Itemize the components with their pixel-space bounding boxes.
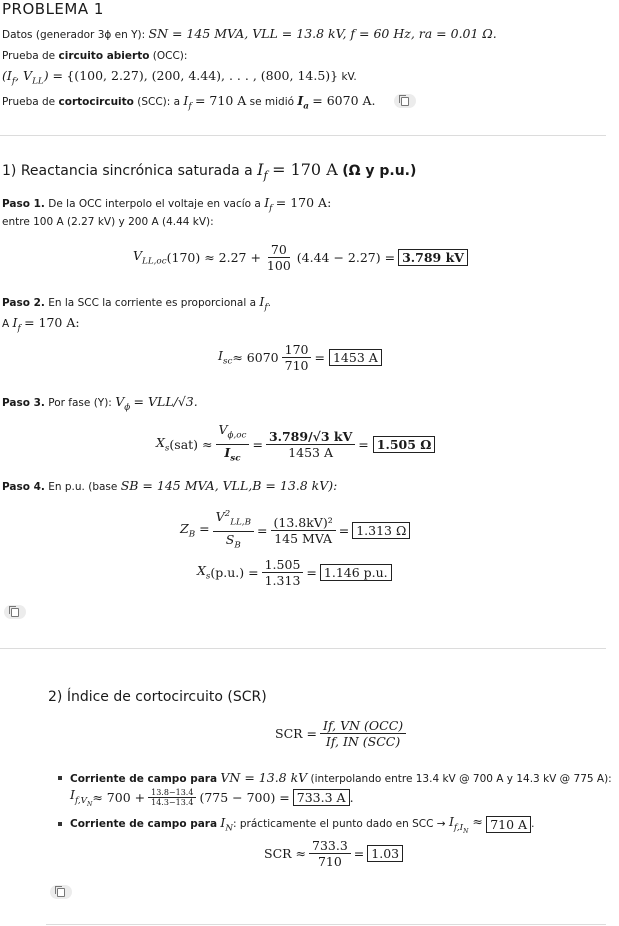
section1-heading	[2, 160, 416, 182]
equation-3: $X_s$ (sat) ≈ $\frac{V_{\phi,oc}}{I_{sc}}$ = $\frac{3.789/√3 kV}{1453 A}$ = 1.505 Ω	[156, 422, 435, 466]
paso4-math: SB = 145 MVA, VLL,B = 13.8 kV):	[120, 478, 338, 493]
scc-mid: (SCC): a	[137, 96, 181, 108]
paso1-if: $I_f$	[264, 195, 273, 214]
occ-data-line	[2, 68, 357, 87]
scr-num: If, VN (OCC)	[320, 718, 406, 734]
bullet1-eq-mid: (775 − 700) =	[199, 789, 290, 805]
eq2-fraction	[282, 342, 312, 373]
eq1-num: 70	[268, 242, 290, 258]
eq4-num1: $V^2_{LL,B}$	[213, 507, 254, 532]
paso2-line2-pre: A	[2, 318, 10, 330]
eq4-symbol: $Z_B$ =	[180, 520, 210, 540]
datos-line	[2, 26, 497, 41]
bullet1-bold: Corriente de campo para	[70, 773, 218, 785]
equation-1	[133, 242, 468, 273]
copy-icon[interactable]	[50, 885, 72, 899]
equation-4: $Z_B$ = $\frac{V^2_{LL,B}}{S_B}$ = $\frac{\text{(13.8kV)²}}{\text{145 MVA}}$ = 1.313 Ω	[180, 507, 410, 553]
occ-bold: circuito abierto	[58, 50, 150, 62]
section-divider	[0, 648, 606, 649]
datos-math: SN = 145 MVA, VLL = 13.8 kV, f = 60 Hz, ra = 0.01 Ω.	[148, 26, 497, 41]
section1-heading-math: = 170 A	[272, 160, 338, 179]
equation-2: $I_{sc}$ ≈ 6070 $\frac{170}{710}$ = 1453 A	[218, 342, 382, 373]
bullet2-in: $I_N$	[220, 814, 234, 834]
eq5-symbol: $X_s$	[197, 563, 211, 582]
bullet1-result: 733.3 A	[293, 789, 350, 806]
paso2-text: En la SCC la corriente es proporcional a	[48, 297, 257, 309]
eq3-symbol: $X_s$	[156, 434, 170, 454]
occ-suffix: (OCC):	[152, 50, 188, 62]
scr-definition	[275, 718, 409, 749]
eq3-fraction2	[266, 429, 355, 460]
eq1-mid: (4.44 − 2.27) =	[296, 250, 396, 265]
eq4-num2: (13.8kV)²	[271, 515, 336, 531]
eq1-result: 3.789 kV	[398, 249, 468, 266]
bullet-marker	[58, 822, 62, 826]
scr-fraction	[320, 718, 406, 749]
datos-paren: (generador 3ϕ en Y):	[35, 29, 146, 41]
paso2-line: Paso 2. En la SCC la corriente es proporcional a $I_f$.	[2, 294, 271, 313]
bullet2-text: : prácticamente el punto dado en SCC →	[233, 818, 446, 831]
paso1-label: Paso 1.	[2, 198, 45, 210]
scr2-num: 733.3	[309, 838, 351, 854]
paso1-line	[2, 195, 331, 214]
eq5-den: 1.313	[264, 573, 301, 588]
bullet-marker	[58, 776, 62, 780]
section1-heading-post: (Ω y p.u.)	[342, 163, 417, 179]
eq3-num2: 3.789/√3 kV	[266, 429, 355, 445]
eq5-num: 1.505	[262, 557, 304, 573]
eq2-symbol: $I_{sc}$	[218, 348, 233, 367]
eq1-den: 100	[266, 258, 291, 273]
occ-unit: kV.	[341, 71, 357, 83]
eq4-result: 1.313 Ω	[352, 522, 410, 539]
paso3-label: Paso 3.	[2, 397, 45, 409]
scr2-label: SCR ≈	[264, 846, 306, 861]
scr-result-equation: SCR ≈ $\frac{733.3}{710}$ = 1.03	[264, 838, 403, 869]
paso3-vphi: $V_\phi$	[115, 394, 131, 413]
paso2-line2	[2, 315, 80, 334]
paso4-label: Paso 4.	[2, 481, 45, 493]
eq2-result: 1453 A	[329, 349, 382, 366]
bullet1-eq-left: ≈ 700 +	[92, 789, 146, 805]
bullet1-text: (interpolando entre 13.4 kV @ 700 A y 14.3 kV @ 775 A):	[310, 773, 612, 785]
paso1-text: De la OCC interpolo el voltaje en vacío a	[48, 198, 261, 210]
scc-mid2: se midió	[249, 96, 295, 108]
paso1-math: = 170 A:	[275, 195, 332, 210]
copy-icon[interactable]	[394, 94, 416, 108]
scc-prefix: Prueba de	[2, 96, 56, 108]
eq3-result: 1.505 Ω	[373, 436, 436, 453]
bullet2-result: 710 A	[486, 816, 531, 833]
bullet1-equation: $I_{f,V_N}$ ≈ 700 + $\frac{13.8-13.4}{14.3-13.4}$ (775 − 700) = 733.3 A .	[70, 787, 354, 808]
copy-icon[interactable]	[4, 605, 26, 619]
equation-5: $X_s$ (p.u.) = $\frac{1.505}{1.313}$ = 1.146 p.u.	[197, 557, 392, 588]
scc-if-symbol: $I_f$	[183, 93, 192, 112]
bullet2-bold: Corriente de campo para	[70, 818, 218, 831]
scc-math1: = 710 A	[194, 93, 247, 108]
eq2-left: ≈ 6070	[232, 350, 279, 365]
section-divider	[46, 924, 606, 925]
section-divider	[0, 135, 606, 136]
eq3-fraction1	[216, 422, 250, 466]
scc-math2: = 6070 A.	[312, 93, 376, 108]
scr-den: If, IN (SCC)	[325, 734, 401, 749]
section1-heading-if: $I_f$	[257, 160, 268, 183]
bullet1-line	[70, 770, 612, 785]
scc-line	[2, 93, 376, 112]
eq1-left: (170) ≈ 2.27 +	[166, 250, 261, 265]
eq5-fraction	[262, 557, 304, 588]
paso1-line2: entre 100 A (2.27 kV) y 200 A (4.44 kV):	[2, 216, 214, 228]
section2-heading: 2) Índice de cortocircuito (SCR)	[48, 689, 267, 705]
eq3-left: (sat) ≈	[169, 436, 213, 452]
eq2-num: 170	[282, 342, 312, 358]
page-title: PROBLEMA 1	[2, 0, 104, 18]
paso2-if: $I_f$	[259, 294, 268, 313]
paso2-label: Paso 2.	[2, 297, 45, 309]
paso2-line2-if: $I_f$	[12, 315, 21, 334]
bullet1-math: VN = 13.8 kV	[220, 770, 308, 785]
eq5-left: (p.u.) =	[210, 565, 259, 580]
paso2-line2-math: = 170 A:	[24, 315, 80, 330]
scr-label: SCR =	[275, 726, 317, 741]
scc-bold: cortocircuito	[58, 96, 134, 108]
occ-pair: ($I_f$, $V_{LL}$) =	[2, 68, 64, 87]
eq1-fraction	[264, 242, 294, 273]
eq3-den1: $I_{sc}$	[224, 444, 241, 463]
paso3-line	[2, 394, 198, 413]
eq1-symbol: $V_{LL,oc}$	[133, 248, 167, 267]
paso3-math: = VLL/√3.	[133, 394, 198, 409]
scr2-result: 1.03	[367, 845, 403, 862]
bullet1-num: 13.8−13.4	[148, 788, 196, 798]
eq5-result: 1.146 p.u.	[320, 564, 392, 581]
bullet2-line: Corriente de campo para $I_N$ : prácticamente el punto dado en SCC → $I_{f,I_N}$ ≈ 710 A .	[70, 814, 535, 835]
datos-label: Datos	[2, 29, 33, 41]
bullet2-symbol: $I_{f,I_N}$ ≈	[448, 814, 483, 835]
occ-set: {(100, 2.27), (200, 4.44), . . . , (800, 14.5)}	[66, 68, 339, 83]
occ-prefix: Prueba de	[2, 50, 56, 62]
occ-line	[2, 50, 187, 62]
section1-heading-pre: 1) Reactancia sincrónica saturada a	[2, 163, 253, 179]
eq4-den1: $S_B$	[225, 531, 241, 551]
paso4-text: En p.u. (base	[48, 481, 118, 493]
eq4-fraction1	[213, 507, 254, 553]
paso3-text: Por fase (Y):	[48, 397, 112, 409]
eq2-den: 710	[284, 358, 309, 373]
eq3-num1: $V_{\phi,oc}$	[216, 422, 250, 445]
bullet1-fraction	[148, 788, 196, 807]
bullet1-den: 14.3−13.4	[151, 797, 194, 807]
eq4-fraction2	[271, 515, 336, 546]
eq3-den2: 1453 A	[288, 444, 334, 460]
scr2-fraction	[309, 838, 351, 869]
eq4-den2: 145 MVA	[274, 530, 333, 546]
scr2-den: 710	[317, 854, 342, 869]
scc-ia-symbol: $I_a$	[297, 93, 309, 112]
paso4-line	[2, 478, 337, 493]
bullet1-symbol: $I_{f,V_N}$	[70, 787, 93, 808]
